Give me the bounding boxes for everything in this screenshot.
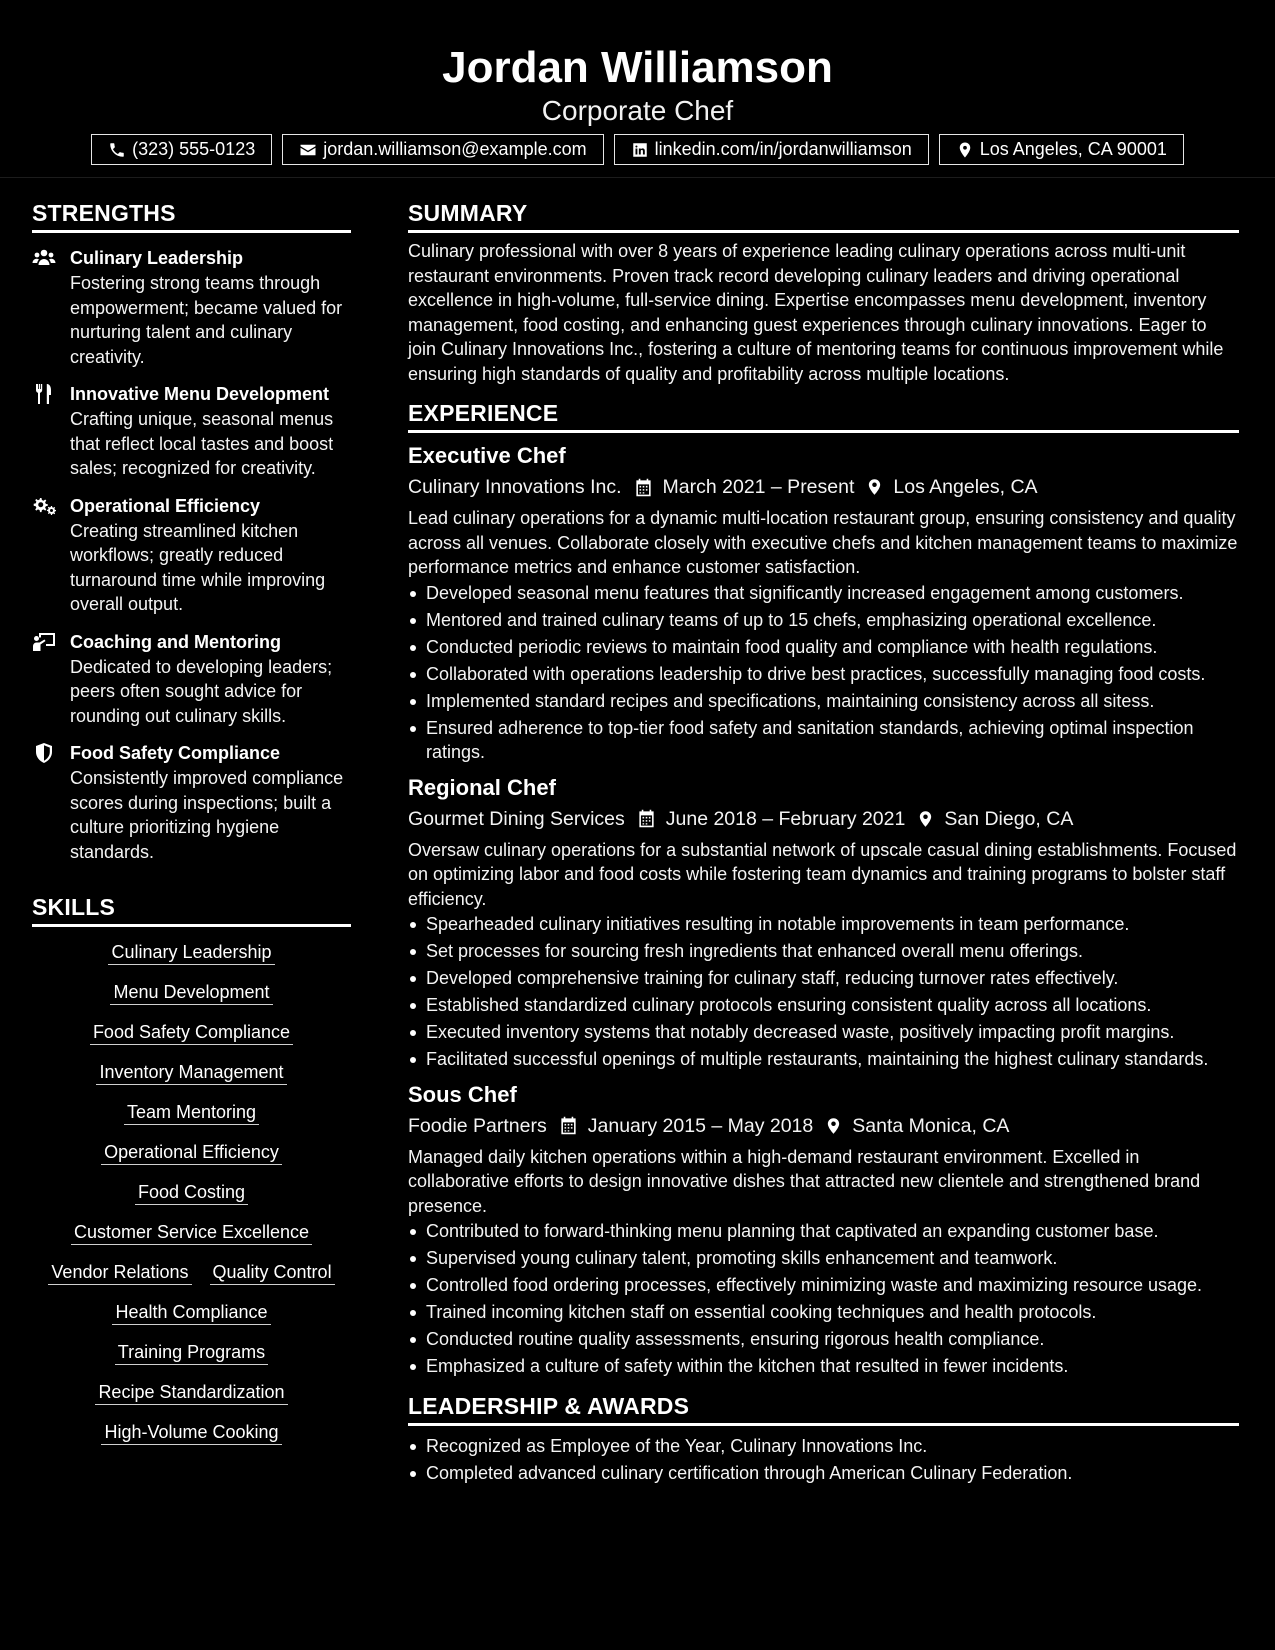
skill-tag: Menu Development <box>110 982 272 1005</box>
bullet-item: Conducted periodic reviews to maintain food quality and compliance with health regulations. <box>408 635 1239 660</box>
job-description: Managed daily kitchen operations within a high-demand restaurant environment. Excelled in collaborative efforts to design innovative dishes that attracted new clientele and strengthened brand presence. <box>408 1146 1201 1216</box>
strength-name: Food Safety Compliance <box>70 743 281 763</box>
bullet-item: Implemented standard recipes and specifications, maintaining consistency across all sitess. <box>408 689 1239 714</box>
skill-tag: High-Volume Cooking <box>101 1422 281 1445</box>
skill-tag: Food Costing <box>135 1182 248 1205</box>
job-location: Los Angeles, CA <box>893 476 1038 498</box>
bullet-item: Mentored and trained culinary teams of up to 15 chefs, emphasizing operational excellence. <box>408 608 1239 633</box>
strength-item <box>32 493 351 617</box>
strength-item <box>32 381 351 481</box>
job-entry <box>408 773 1239 1072</box>
strength-item <box>32 740 351 864</box>
bullet-item: Established standardized culinary protocols ensuring consistent quality across all locations. <box>408 993 1239 1018</box>
users-icon <box>32 248 56 268</box>
contact-email[interactable] <box>282 134 603 165</box>
job-description: Lead culinary operations for a dynamic multi-location restaurant group, ensuring consistency and quality across all venues. Collaborate closely with executive chefs and kitchen management teams to maximize performance metrics and enhance customer satisfaction. <box>408 508 1238 577</box>
job-company: Foodie Partners <box>408 1114 547 1137</box>
award-item: Completed advanced culinary certification through American Culinary Federation. <box>408 1461 1239 1486</box>
skill-tag: Team Mentoring <box>124 1102 259 1125</box>
bullet-item: Contributed to forward-thinking menu planning that captivated an expanding customer base. <box>408 1219 1239 1244</box>
job-bullets <box>408 1219 1239 1379</box>
job-entry <box>408 441 1239 765</box>
job-title: Executive Chef <box>408 443 566 468</box>
job-company: Gourmet Dining Services <box>408 807 625 830</box>
job-bullets <box>408 581 1239 765</box>
skill-tag: Training Programs <box>115 1342 268 1365</box>
skill-tag: Quality Control <box>210 1262 335 1285</box>
bullet-item: Set processes for sourcing fresh ingredients that enhanced overall menu offerings. <box>408 939 1239 964</box>
map-pin-icon <box>917 809 934 829</box>
contact-bar <box>0 134 1275 165</box>
bullet-item: Spearheaded culinary initiatives resulting in notable improvements in team performance. <box>408 912 1239 937</box>
strength-name: Culinary Leadership <box>70 248 244 268</box>
summary-text: Culinary professional with over 8 years of experience leading culinary operations across multi-unit restaurant environments. Proven track record developing culinary leaders and driving operational excellence in high-volume, full-service dining. Expertise encompasses menu development, inventory management, food costing, and enhancing guest experiences through culinary innovations. Eager to join Culinary Innovations Inc., fostering a culture of mentoring teams for continuous improvement while ensuring high standards of quality and profitability across multiple locations. <box>408 241 1224 384</box>
strength-desc: Crafting unique, seasonal menus that reflect local tastes and boost sales; recognized for creativity. <box>70 409 334 478</box>
shield-icon <box>32 743 56 763</box>
linkedin-text: linkedin.com/in/jordanwilliamson <box>654 139 912 159</box>
gears-icon <box>32 496 56 516</box>
location-text: Los Angeles, CA 90001 <box>979 139 1167 159</box>
job-location: Santa Monica, CA <box>852 1114 1010 1137</box>
skill-tag: Operational Efficiency <box>101 1142 282 1165</box>
skills-heading: SKILLS <box>32 890 351 927</box>
email-text: jordan.williamson@example.com <box>323 139 587 159</box>
contact-linkedin[interactable] <box>614 134 929 165</box>
job-bullets <box>408 912 1239 1072</box>
job-title: Sous Chef <box>408 1081 517 1107</box>
chalkboard-user-icon <box>32 632 56 652</box>
contact-location[interactable] <box>939 134 1184 165</box>
candidate-name: Jordan Williamson <box>442 43 833 92</box>
job-dates: March 2021 – Present <box>662 476 855 498</box>
strength-name: Innovative Menu Development <box>70 384 330 404</box>
strength-item <box>32 245 351 369</box>
map-pin-icon <box>956 141 974 159</box>
skill-tag: Inventory Management <box>96 1062 286 1085</box>
calendar-icon <box>637 809 656 828</box>
candidate-title: Corporate Chef <box>541 95 734 126</box>
skill-tag: Health Compliance <box>112 1302 270 1325</box>
bullet-item: Trained incoming kitchen staff on essential cooking techniques and health protocols. <box>408 1300 1239 1325</box>
strength-desc: Consistently improved compliance scores during inspections; built a culture prioritizing hygiene standards. <box>70 768 344 862</box>
experience-heading: EXPERIENCE <box>408 396 1239 433</box>
phone-icon <box>108 141 126 159</box>
job-location: San Diego, CA <box>944 807 1074 830</box>
bullet-item: Ensured adherence to top-tier food safety and sanitation standards, achieving optimal inspection ratings. <box>408 716 1239 765</box>
strength-item <box>32 629 351 729</box>
bullet-item: Controlled food ordering processes, effectively minimizing waste and maximizing resource usage. <box>408 1273 1239 1298</box>
left-column <box>32 196 351 1446</box>
skills-list <box>32 939 351 1446</box>
map-pin-icon <box>866 477 883 497</box>
utensils-icon <box>32 384 56 404</box>
resume-header <box>0 0 1275 178</box>
strength-name: Coaching and Mentoring <box>70 631 281 652</box>
job-title: Regional Chef <box>408 774 556 800</box>
linkedin-icon <box>631 141 649 159</box>
contact-phone[interactable] <box>91 134 272 165</box>
skill-tag: Vendor Relations <box>48 1262 191 1285</box>
bullet-item: Supervised young culinary talent, promoting skills enhancement and teamwork. <box>408 1246 1239 1271</box>
summary-heading: SUMMARY <box>408 196 1239 233</box>
skill-tag: Customer Service Excellence <box>71 1222 312 1245</box>
strength-desc: Dedicated to developing leaders; peers often sought advice for rounding out culinary skills. <box>70 656 333 726</box>
bullet-item: Facilitated successful openings of multiple restaurants, maintaining the highest culinary standards. <box>408 1047 1239 1072</box>
bullet-item: Developed seasonal menu features that significantly increased engagement among customers. <box>408 581 1239 606</box>
job-meta <box>408 471 1239 503</box>
bullet-item: Emphasized a culture of safety within the kitchen that resulted in fewer incidents. <box>408 1354 1239 1379</box>
job-description: Oversaw culinary operations for a substantial network of upscale casual dining establishments. Focused on optimizing labor and food costs while fostering team dynamics and training programs to bolster staff efficiency. <box>408 839 1237 909</box>
envelope-icon <box>299 141 317 159</box>
right-column <box>408 196 1239 1488</box>
awards-heading: LEADERSHIP & AWARDS <box>408 1389 1239 1426</box>
bullet-item: Developed comprehensive training for culinary staff, reducing turnover rates effectively. <box>408 966 1239 991</box>
bullet-item: Conducted routine quality assessments, ensuring rigorous health compliance. <box>408 1327 1239 1352</box>
job-meta <box>408 1110 1239 1142</box>
job-dates: June 2018 – February 2021 <box>665 807 906 830</box>
strengths-heading: STRENGTHS <box>32 196 351 233</box>
calendar-icon <box>559 1116 578 1135</box>
calendar-icon <box>634 478 653 497</box>
phone-text: (323) 555-0123 <box>132 139 256 159</box>
job-company: Culinary Innovations Inc. <box>408 476 622 498</box>
bullet-item: Executed inventory systems that notably decreased waste, positively impacting profit margins. <box>408 1020 1239 1045</box>
awards-list <box>408 1434 1239 1486</box>
strength-name: Operational Efficiency <box>70 495 261 516</box>
map-pin-icon <box>825 1116 842 1136</box>
job-entry <box>408 1080 1239 1379</box>
skill-tag: Culinary Leadership <box>108 942 274 965</box>
strength-desc: Creating streamlined kitchen workflows; greatly reduced turnaround time while improving overall output. <box>70 520 326 614</box>
job-dates: January 2015 – May 2018 <box>587 1114 814 1137</box>
skill-tag: Recipe Standardization <box>95 1382 287 1405</box>
strength-desc: Fostering strong teams through empowerment; became valued for nurturing talent and culinary creativity. <box>70 273 343 367</box>
award-item: Recognized as Employee of the Year, Culinary Innovations Inc. <box>408 1434 1239 1459</box>
skill-tag: Food Safety Compliance <box>90 1022 293 1045</box>
bullet-item: Collaborated with operations leadership to drive best practices, successfully managing food costs. <box>408 662 1239 687</box>
job-meta <box>408 803 1239 835</box>
